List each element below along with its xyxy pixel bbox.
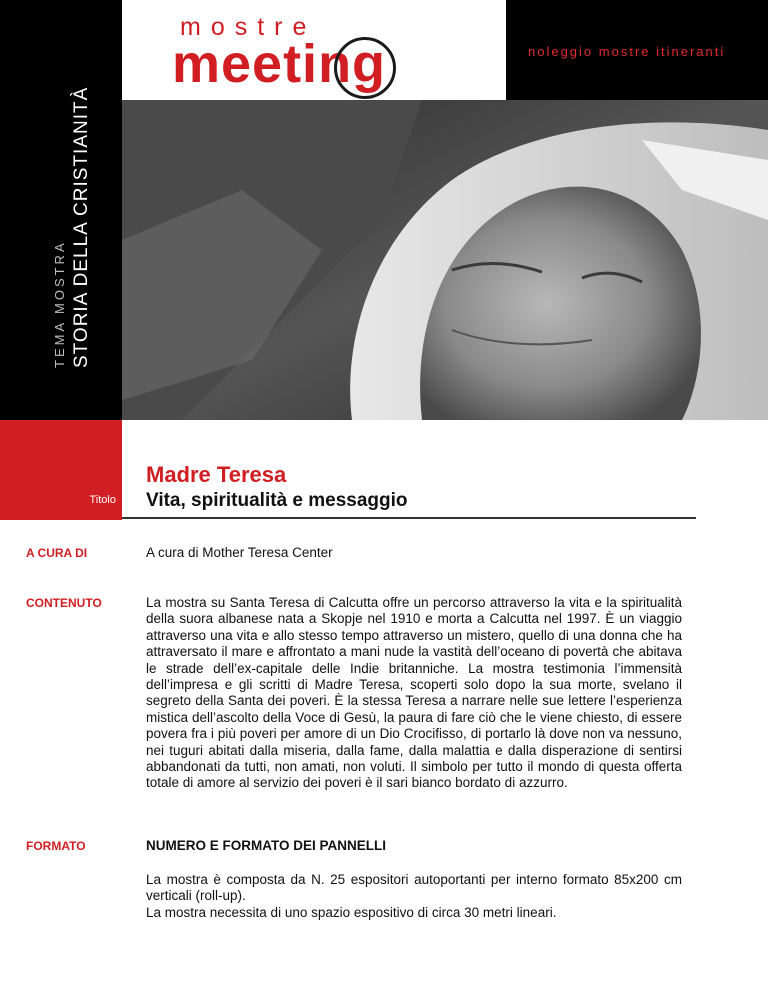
vertical-theme-text xyxy=(52,68,94,368)
content-label: CONTENUTO xyxy=(26,596,102,610)
curator-text: A cura di Mother Teresa Center xyxy=(146,545,333,560)
exhibit-title: Madre Teresa xyxy=(146,462,287,487)
title-label: Titolo xyxy=(89,494,116,506)
title-divider xyxy=(122,517,696,519)
format-text-panels: La mostra è composta da N. 25 espositori autoportanti per interno formato 85x200 cm verticali (roll-up). xyxy=(146,872,682,904)
theme-value: STORIA DELLA CRISTIANITÀ xyxy=(71,86,92,368)
logo-meeting-text: meeting xyxy=(172,34,387,94)
header-black-band xyxy=(506,0,768,100)
logo-circle-icon xyxy=(334,37,396,99)
format-heading: NUMERO E FORMATO DEI PANNELLI xyxy=(146,838,387,853)
format-label: FORMATO xyxy=(26,839,86,853)
exhibit-subtitle: Vita, spiritualità e messaggio xyxy=(146,490,408,511)
portrait-photo xyxy=(122,100,768,420)
logo-mostre-text: mostre xyxy=(180,13,317,41)
header-tagline: noleggio mostre itineranti xyxy=(528,44,726,59)
meeting-logo xyxy=(122,0,506,100)
format-text-space: La mostra necessita di uno spazio espositivo di circa 30 metri lineari. xyxy=(146,905,557,920)
content-text: La mostra su Santa Teresa di Calcutta offre un percorso attraverso la vita e la spiritualità della suora albanese nata a Skopje nel 1910 e morta a Calcutta nel 1997. È un viaggio attraverso una vita e allo stesso tempo attraverso un mistero, quello di una donna che ha attraversato il mare e affrontato a mani nude la vastità dell’oceano di povertà che abitava le strade dell’ex-capitale delle Indie britanniche. La mostra testimonia l’immensità dell’impresa e gli scritti di Madre Teresa, scoperti solo dopo la sua morte, svelano il segreto della Santa dei poveri. È la stessa Teresa a narrare nelle sue lettere l’esperienza mistica dell’ascolto della Voce di Gesù, la paura di fare ciò che le viene chiesto, di essere povera fra i più poveri per amore di un Dio Crocifisso, di portarlo là dove non va nessuno, nei tuguri abitati dalla miseria, dalla fame, dalla malattia e dalla disperazione di sentirsi abbandonati da tutti, non amati, non voluti. Il simbolo per tutto il mondo di questa offerta totale di amore al servizio dei poveri è il sari bianco bordato di azzurro. xyxy=(146,595,682,791)
theme-label: TEMA MOSTRA xyxy=(52,240,67,368)
curator-label: A CURA DI xyxy=(26,546,88,560)
portrait-photo-illustration xyxy=(122,100,768,420)
